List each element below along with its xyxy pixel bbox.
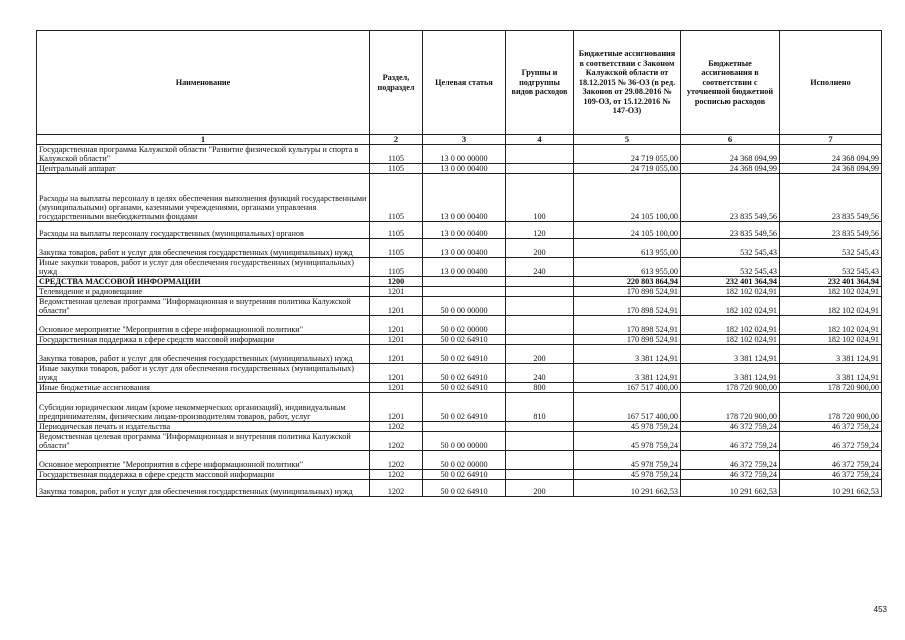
row-name: Государственная программа Калужской области "Развитие физической культуры и спорта в Калужской области" — [37, 145, 370, 164]
row-expense-group — [506, 432, 574, 451]
row-name: Иные закупки товаров, работ и услуг для обеспечения государственных (муниципальных) нужд — [37, 364, 370, 383]
row-section: 1105 — [370, 239, 423, 258]
row-refined-amount: 46 372 759,24 — [681, 451, 780, 470]
row-target-article: 50 0 02 64910 — [423, 480, 506, 497]
row-name: Расходы на выплаты персоналу в целях обеспечения выполнения функций государственными (муниципальными) органами, казенными учреждениями, органами управления государственными внебюджетными фондами — [37, 174, 370, 222]
row-law-amount: 10 291 662,53 — [574, 480, 681, 497]
row-target-article — [423, 287, 506, 297]
row-executed-amount: 46 372 759,24 — [780, 422, 882, 432]
row-executed-amount: 3 381 124,91 — [780, 364, 882, 383]
row-section: 1105 — [370, 258, 423, 277]
row-expense-group — [506, 422, 574, 432]
row-expense-group: 810 — [506, 393, 574, 422]
row-executed-amount: 46 372 759,24 — [780, 451, 882, 470]
row-name: Закупка товаров, работ и услуг для обеспечения государственных (муниципальных) нужд — [37, 239, 370, 258]
row-section: 1201 — [370, 393, 423, 422]
row-expense-group — [506, 470, 574, 480]
row-expense-group — [506, 297, 574, 316]
row-section: 1202 — [370, 451, 423, 470]
row-executed-amount: 178 720 900,00 — [780, 383, 882, 393]
row-name: Закупка товаров, работ и услуг для обеспечения государственных (муниципальных) нужд — [37, 345, 370, 364]
row-law-amount: 3 381 124,91 — [574, 364, 681, 383]
table-row — [37, 364, 882, 383]
row-executed-amount: 532 545,43 — [780, 258, 882, 277]
row-expense-group: 120 — [506, 222, 574, 239]
row-target-article: 50 0 02 64910 — [423, 364, 506, 383]
row-target-article: 13 0 00 00400 — [423, 164, 506, 174]
header-section: Раздел, подраздел — [370, 31, 423, 135]
row-section: 1201 — [370, 345, 423, 364]
row-executed-amount: 23 835 549,56 — [780, 174, 882, 222]
row-refined-amount: 182 102 024,91 — [681, 335, 780, 345]
row-target-article — [423, 277, 506, 287]
row-target-article: 50 0 02 64910 — [423, 345, 506, 364]
row-name: Субсидии юридическим лицам (кроме некоммерческих организаций), индивидуальным предпринимателям, физическим лицам-производителям товаров, работ, услуг — [37, 393, 370, 422]
row-name: Ведомственная целевая программа "Информационная и внутренняя политика Калужской области" — [37, 432, 370, 451]
row-law-amount: 613 955,00 — [574, 239, 681, 258]
row-section: 1201 — [370, 316, 423, 335]
table-row — [37, 258, 882, 277]
row-name: Ведомственная целевая программа "Информационная и внутренняя политика Калужской области" — [37, 297, 370, 316]
row-law-amount: 24 105 100,00 — [574, 174, 681, 222]
table-row — [37, 239, 882, 258]
header-law-allocations: Бюджетные ассигнования в соответствии с Законом Калужской области от 18.12.2015 № 36-ОЗ (в ред. Законов от 29.08.2016 № 109-ОЗ, от 15.12.2016 № 147-ОЗ) — [574, 31, 681, 135]
row-expense-group: 200 — [506, 480, 574, 497]
row-expense-group: 800 — [506, 383, 574, 393]
row-expense-group — [506, 287, 574, 297]
table-row — [37, 335, 882, 345]
row-refined-amount: 232 401 364,94 — [681, 277, 780, 287]
row-section: 1105 — [370, 145, 423, 164]
column-number: 2 — [370, 135, 423, 145]
row-expense-group: 100 — [506, 174, 574, 222]
row-section: 1202 — [370, 422, 423, 432]
row-target-article: 13 0 00 00400 — [423, 222, 506, 239]
row-section: 1200 — [370, 277, 423, 287]
row-law-amount: 24 719 055,00 — [574, 145, 681, 164]
table-row — [37, 222, 882, 239]
table-row — [37, 345, 882, 364]
row-section: 1202 — [370, 432, 423, 451]
row-executed-amount: 24 368 094,99 — [780, 164, 882, 174]
table-row — [37, 451, 882, 470]
row-target-article: 13 0 00 00400 — [423, 258, 506, 277]
row-executed-amount: 182 102 024,91 — [780, 335, 882, 345]
table-row — [37, 277, 882, 287]
row-name: Основное мероприятие "Мероприятия в сфере информационной политики" — [37, 451, 370, 470]
header-refined-allocations: Бюджетные ассигнования в соответствии с уточненной бюджетной росписью расходов — [681, 31, 780, 135]
row-target-article — [423, 422, 506, 432]
row-law-amount: 170 898 524,91 — [574, 316, 681, 335]
row-executed-amount: 3 381 124,91 — [780, 345, 882, 364]
row-refined-amount: 182 102 024,91 — [681, 316, 780, 335]
row-name: Государственная поддержка в сфере средств массовой информации — [37, 470, 370, 480]
row-target-article: 50 0 02 64910 — [423, 470, 506, 480]
row-expense-group — [506, 335, 574, 345]
row-law-amount: 170 898 524,91 — [574, 287, 681, 297]
row-refined-amount: 3 381 124,91 — [681, 364, 780, 383]
row-expense-group — [506, 164, 574, 174]
table-row — [37, 164, 882, 174]
row-law-amount: 167 517 400,00 — [574, 393, 681, 422]
row-section: 1202 — [370, 470, 423, 480]
row-expense-group: 240 — [506, 258, 574, 277]
column-number: 1 — [37, 135, 370, 145]
row-name: СРЕДСТВА МАССОВОЙ ИНФОРМАЦИИ — [37, 277, 370, 287]
row-refined-amount: 178 720 900,00 — [681, 393, 780, 422]
row-refined-amount: 24 368 094,99 — [681, 164, 780, 174]
row-law-amount: 45 978 759,24 — [574, 422, 681, 432]
row-name: Периодическая печать и издательства — [37, 422, 370, 432]
row-law-amount: 45 978 759,24 — [574, 432, 681, 451]
row-refined-amount: 182 102 024,91 — [681, 297, 780, 316]
row-name: Расходы на выплаты персоналу государственных (муниципальных) органов — [37, 222, 370, 239]
table-row — [37, 470, 882, 480]
row-refined-amount: 532 545,43 — [681, 258, 780, 277]
row-name: Телевидение и радиовещание — [37, 287, 370, 297]
header-name: Наименование — [37, 31, 370, 135]
row-expense-group — [506, 316, 574, 335]
row-target-article: 13 0 00 00400 — [423, 174, 506, 222]
row-law-amount: 170 898 524,91 — [574, 335, 681, 345]
row-name: Закупка товаров, работ и услуг для обеспечения государственных (муниципальных) нужд — [37, 480, 370, 497]
row-section: 1202 — [370, 480, 423, 497]
table-row — [37, 480, 882, 497]
column-number: 7 — [780, 135, 882, 145]
row-expense-group: 200 — [506, 239, 574, 258]
row-target-article: 50 0 02 64910 — [423, 383, 506, 393]
row-section: 1105 — [370, 222, 423, 239]
row-executed-amount: 232 401 364,94 — [780, 277, 882, 287]
row-name: Иные бюджетные ассигнования — [37, 383, 370, 393]
row-refined-amount: 23 835 549,56 — [681, 222, 780, 239]
row-expense-group — [506, 145, 574, 164]
row-law-amount: 24 719 055,00 — [574, 164, 681, 174]
table-row — [37, 432, 882, 451]
row-law-amount: 220 803 864,94 — [574, 277, 681, 287]
row-target-article: 50 0 02 64910 — [423, 393, 506, 422]
row-executed-amount: 23 835 549,56 — [780, 222, 882, 239]
row-expense-group: 200 — [506, 345, 574, 364]
row-refined-amount: 10 291 662,53 — [681, 480, 780, 497]
row-refined-amount: 46 372 759,24 — [681, 422, 780, 432]
row-refined-amount: 24 368 094,99 — [681, 145, 780, 164]
row-name: Основное мероприятие "Мероприятия в сфере информационной политики" — [37, 316, 370, 335]
table-row — [37, 422, 882, 432]
row-expense-group: 240 — [506, 364, 574, 383]
column-number: 4 — [506, 135, 574, 145]
row-law-amount: 45 978 759,24 — [574, 470, 681, 480]
row-refined-amount: 23 835 549,56 — [681, 174, 780, 222]
column-number: 3 — [423, 135, 506, 145]
row-refined-amount: 182 102 024,91 — [681, 287, 780, 297]
budget-table — [36, 30, 882, 497]
table-row — [37, 287, 882, 297]
table-row — [37, 145, 882, 164]
row-law-amount: 167 517 400,00 — [574, 383, 681, 393]
row-target-article: 50 0 02 00000 — [423, 316, 506, 335]
row-law-amount: 24 105 100,00 — [574, 222, 681, 239]
row-law-amount: 613 955,00 — [574, 258, 681, 277]
row-executed-amount: 46 372 759,24 — [780, 470, 882, 480]
row-section: 1105 — [370, 164, 423, 174]
row-section: 1201 — [370, 297, 423, 316]
row-section: 1201 — [370, 335, 423, 345]
row-executed-amount: 182 102 024,91 — [780, 316, 882, 335]
table-row — [37, 174, 882, 222]
row-executed-amount: 10 291 662,53 — [780, 480, 882, 497]
row-refined-amount: 46 372 759,24 — [681, 470, 780, 480]
row-refined-amount: 532 545,43 — [681, 239, 780, 258]
row-law-amount: 170 898 524,91 — [574, 297, 681, 316]
row-target-article: 50 0 02 64910 — [423, 335, 506, 345]
row-executed-amount: 24 368 094,99 — [780, 145, 882, 164]
table-row — [37, 393, 882, 422]
row-expense-group — [506, 277, 574, 287]
row-executed-amount: 182 102 024,91 — [780, 287, 882, 297]
header-groups: Группы и подгруппы видов расходов — [506, 31, 574, 135]
row-expense-group — [506, 451, 574, 470]
row-section: 1201 — [370, 287, 423, 297]
row-section: 1201 — [370, 383, 423, 393]
row-name: Государственная поддержка в сфере средств массовой информации — [37, 335, 370, 345]
row-target-article: 50 0 00 00000 — [423, 297, 506, 316]
row-refined-amount: 46 372 759,24 — [681, 432, 780, 451]
row-target-article: 50 0 00 00000 — [423, 432, 506, 451]
row-law-amount: 3 381 124,91 — [574, 345, 681, 364]
header-target: Целевая статья — [423, 31, 506, 135]
header-executed: Исполнено — [780, 31, 882, 135]
row-executed-amount: 178 720 900,00 — [780, 393, 882, 422]
table-row — [37, 316, 882, 335]
column-number: 6 — [681, 135, 780, 145]
row-target-article: 13 0 00 00000 — [423, 145, 506, 164]
row-refined-amount: 3 381 124,91 — [681, 345, 780, 364]
row-target-article: 13 0 00 00400 — [423, 239, 506, 258]
row-section: 1201 — [370, 364, 423, 383]
row-law-amount: 45 978 759,24 — [574, 451, 681, 470]
table-row — [37, 383, 882, 393]
row-name: Центральный аппарат — [37, 164, 370, 174]
row-executed-amount: 182 102 024,91 — [780, 297, 882, 316]
page-number: 453 — [873, 605, 887, 614]
table-row — [37, 297, 882, 316]
column-number: 5 — [574, 135, 681, 145]
row-target-article: 50 0 02 00000 — [423, 451, 506, 470]
row-executed-amount: 532 545,43 — [780, 239, 882, 258]
row-refined-amount: 178 720 900,00 — [681, 383, 780, 393]
row-name: Иные закупки товаров, работ и услуг для обеспечения государственных (муниципальных) нужд — [37, 258, 370, 277]
row-section: 1105 — [370, 174, 423, 222]
row-executed-amount: 46 372 759,24 — [780, 432, 882, 451]
